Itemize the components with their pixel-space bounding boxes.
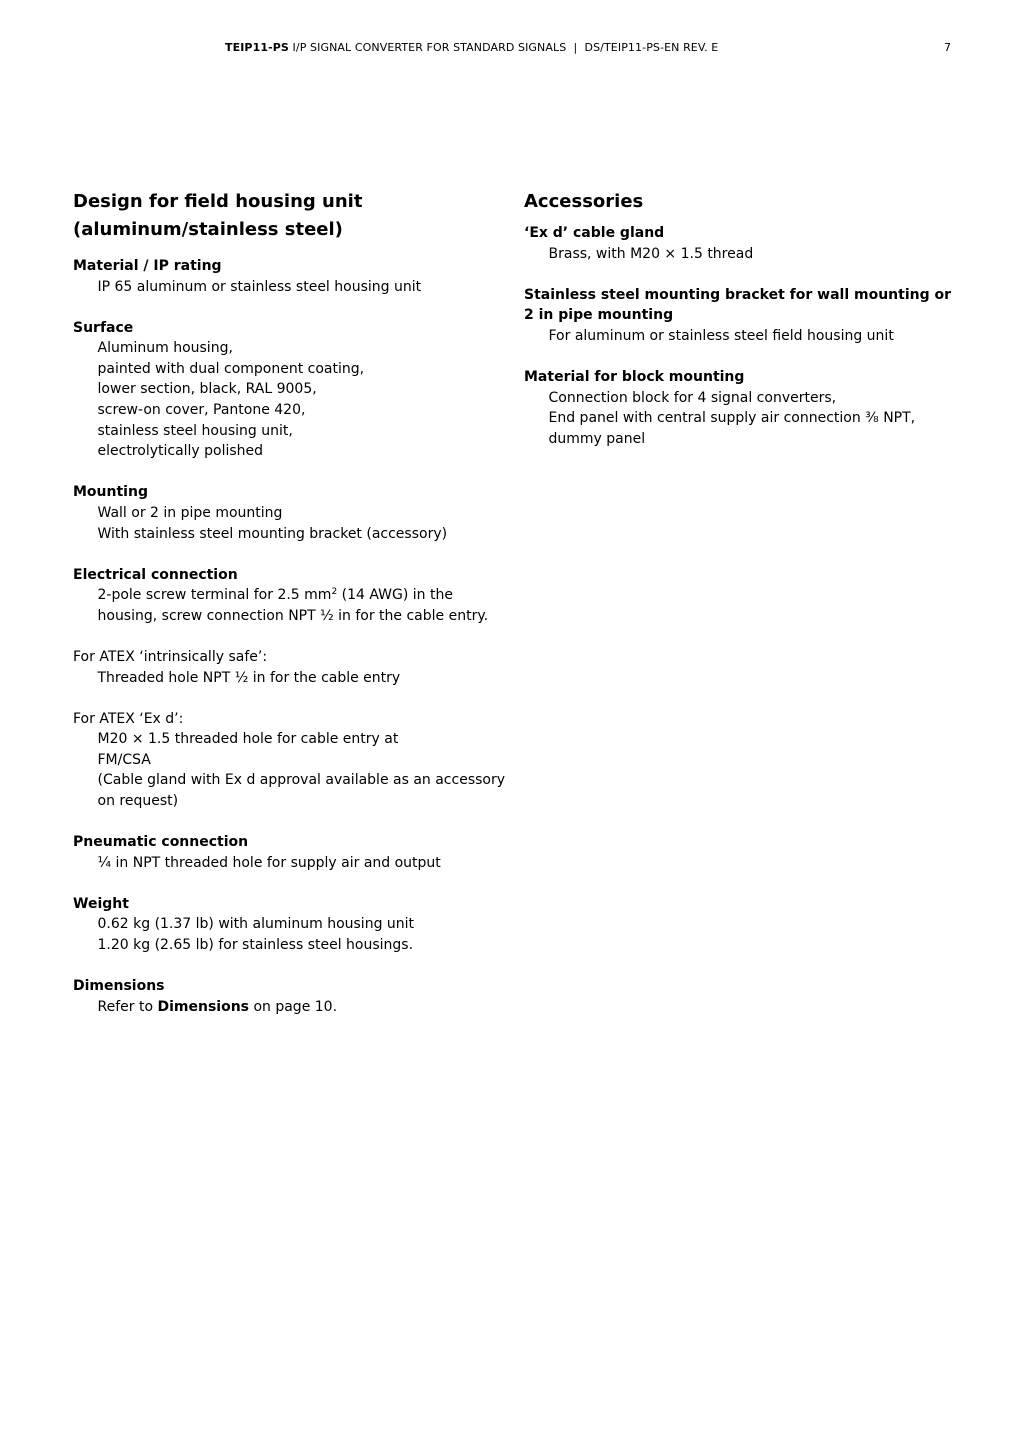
text-run: 2-pole screw terminal for 2.5 mm (97, 587, 332, 604)
spec-line: Brass, with M20 × 1.5 thread (548, 245, 754, 262)
spec-line: 0.62 kg (1.37 lb) with aluminum housing unit (97, 916, 415, 933)
spec-title (524, 285, 954, 326)
heading-line-2: (aluminum/stainless steel) (73, 219, 343, 240)
text-run: (14 AWG) in the (337, 587, 453, 604)
spec-line: Wall or 2 in pipe mounting (97, 504, 283, 521)
spec-line (98, 997, 504, 1018)
spec-line: housing, screw connection NPT ½ in for the cable entry. (97, 607, 489, 624)
spec-electrical-connection (73, 565, 503, 627)
spec-line: Aluminum housing, (97, 340, 233, 357)
spec-title: Dimensions (73, 978, 165, 995)
spec-line: FM/CSA (97, 751, 151, 768)
header-doc-title: I/P SIGNAL CONVERTER FOR STANDARD SIGNALS (292, 41, 567, 54)
spec-line: (Cable gland with Ex d approval available as an accessory (97, 772, 506, 789)
accessory-block-mounting (524, 367, 954, 449)
spec-atex-intrinsically-safe (73, 647, 503, 688)
spec-line: stainless steel housing unit, (97, 422, 293, 439)
spec-title: Weight (73, 895, 129, 912)
spec-title: Surface (73, 319, 134, 336)
page-header (0, 41, 1024, 57)
spec-line: screw-on cover, Pantone 420, (97, 402, 306, 419)
spec-title: Pneumatic connection (73, 834, 249, 851)
spec-title: Mounting (73, 484, 148, 501)
spec-title: Material / IP rating (73, 258, 222, 274)
spec-line: End panel with central supply air connection ⅜ NPT, (548, 410, 916, 427)
title-line: 2 in pipe mounting (524, 307, 674, 324)
spec-line: dummy panel (548, 430, 646, 447)
heading-line-1: Design for field housing unit (73, 191, 363, 212)
superscript: 2 (331, 587, 338, 598)
spec-atex-exd (73, 709, 506, 812)
header-separator: | (573, 41, 578, 54)
spec-line (98, 585, 504, 606)
spec-weight (73, 894, 503, 956)
header-title (225, 41, 718, 54)
spec-title: Material for block mounting (524, 368, 745, 385)
spec-mounting (73, 482, 503, 544)
title-line: Stainless steel mounting bracket for wall mounting or (524, 286, 952, 303)
header-product: TEIP11-PS (225, 41, 289, 54)
spec-line: on request) (97, 792, 179, 809)
section-heading-design (73, 188, 503, 244)
spec-line: Connection block for 4 signal converters, (548, 389, 837, 406)
right-column (524, 188, 954, 470)
spec-title: ‘Ex d’ cable gland (524, 225, 665, 241)
spec-dimensions (73, 976, 503, 1017)
spec-line: 1.20 kg (2.65 lb) for stainless steel housings. (97, 936, 414, 953)
spec-pneumatic-connection (73, 832, 503, 873)
spec-line: painted with dual component coating, (97, 360, 365, 377)
spec-line: Threaded hole NPT ½ in for the cable entry (97, 669, 401, 686)
spec-line: ¼ in NPT threaded hole for supply air and output (97, 854, 441, 871)
accessory-cable-gland (524, 223, 954, 264)
spec-line: For aluminum or stainless steel field housing unit (548, 327, 894, 344)
spec-line: With stainless steel mounting bracket (accessory) (97, 525, 448, 542)
text-run: Refer to (97, 998, 158, 1015)
section-heading-accessories: Accessories (524, 191, 644, 212)
spec-line: lower section, black, RAL 9005, (97, 381, 317, 398)
spec-surface (73, 318, 503, 462)
accessory-mounting-bracket (524, 285, 954, 347)
dimensions-link[interactable]: Dimensions (157, 998, 249, 1015)
spec-line: electrolytically polished (97, 443, 264, 460)
spec-title: For ATEX ‘Ex d’: (73, 710, 184, 727)
spec-material (73, 256, 503, 297)
spec-title: For ATEX ‘intrinsically safe’: (73, 648, 268, 665)
spec-line: M20 × 1.5 threaded hole for cable entry at (97, 731, 399, 748)
left-column (73, 188, 506, 1038)
text-run: on page 10. (249, 998, 338, 1015)
page-number: 7 (944, 41, 952, 54)
header-doc-ref: DS/TEIP11-PS-EN REV. E (584, 41, 719, 54)
spec-line: IP 65 aluminum or stainless steel housing unit (97, 278, 422, 295)
spec-title: Electrical connection (73, 566, 238, 583)
